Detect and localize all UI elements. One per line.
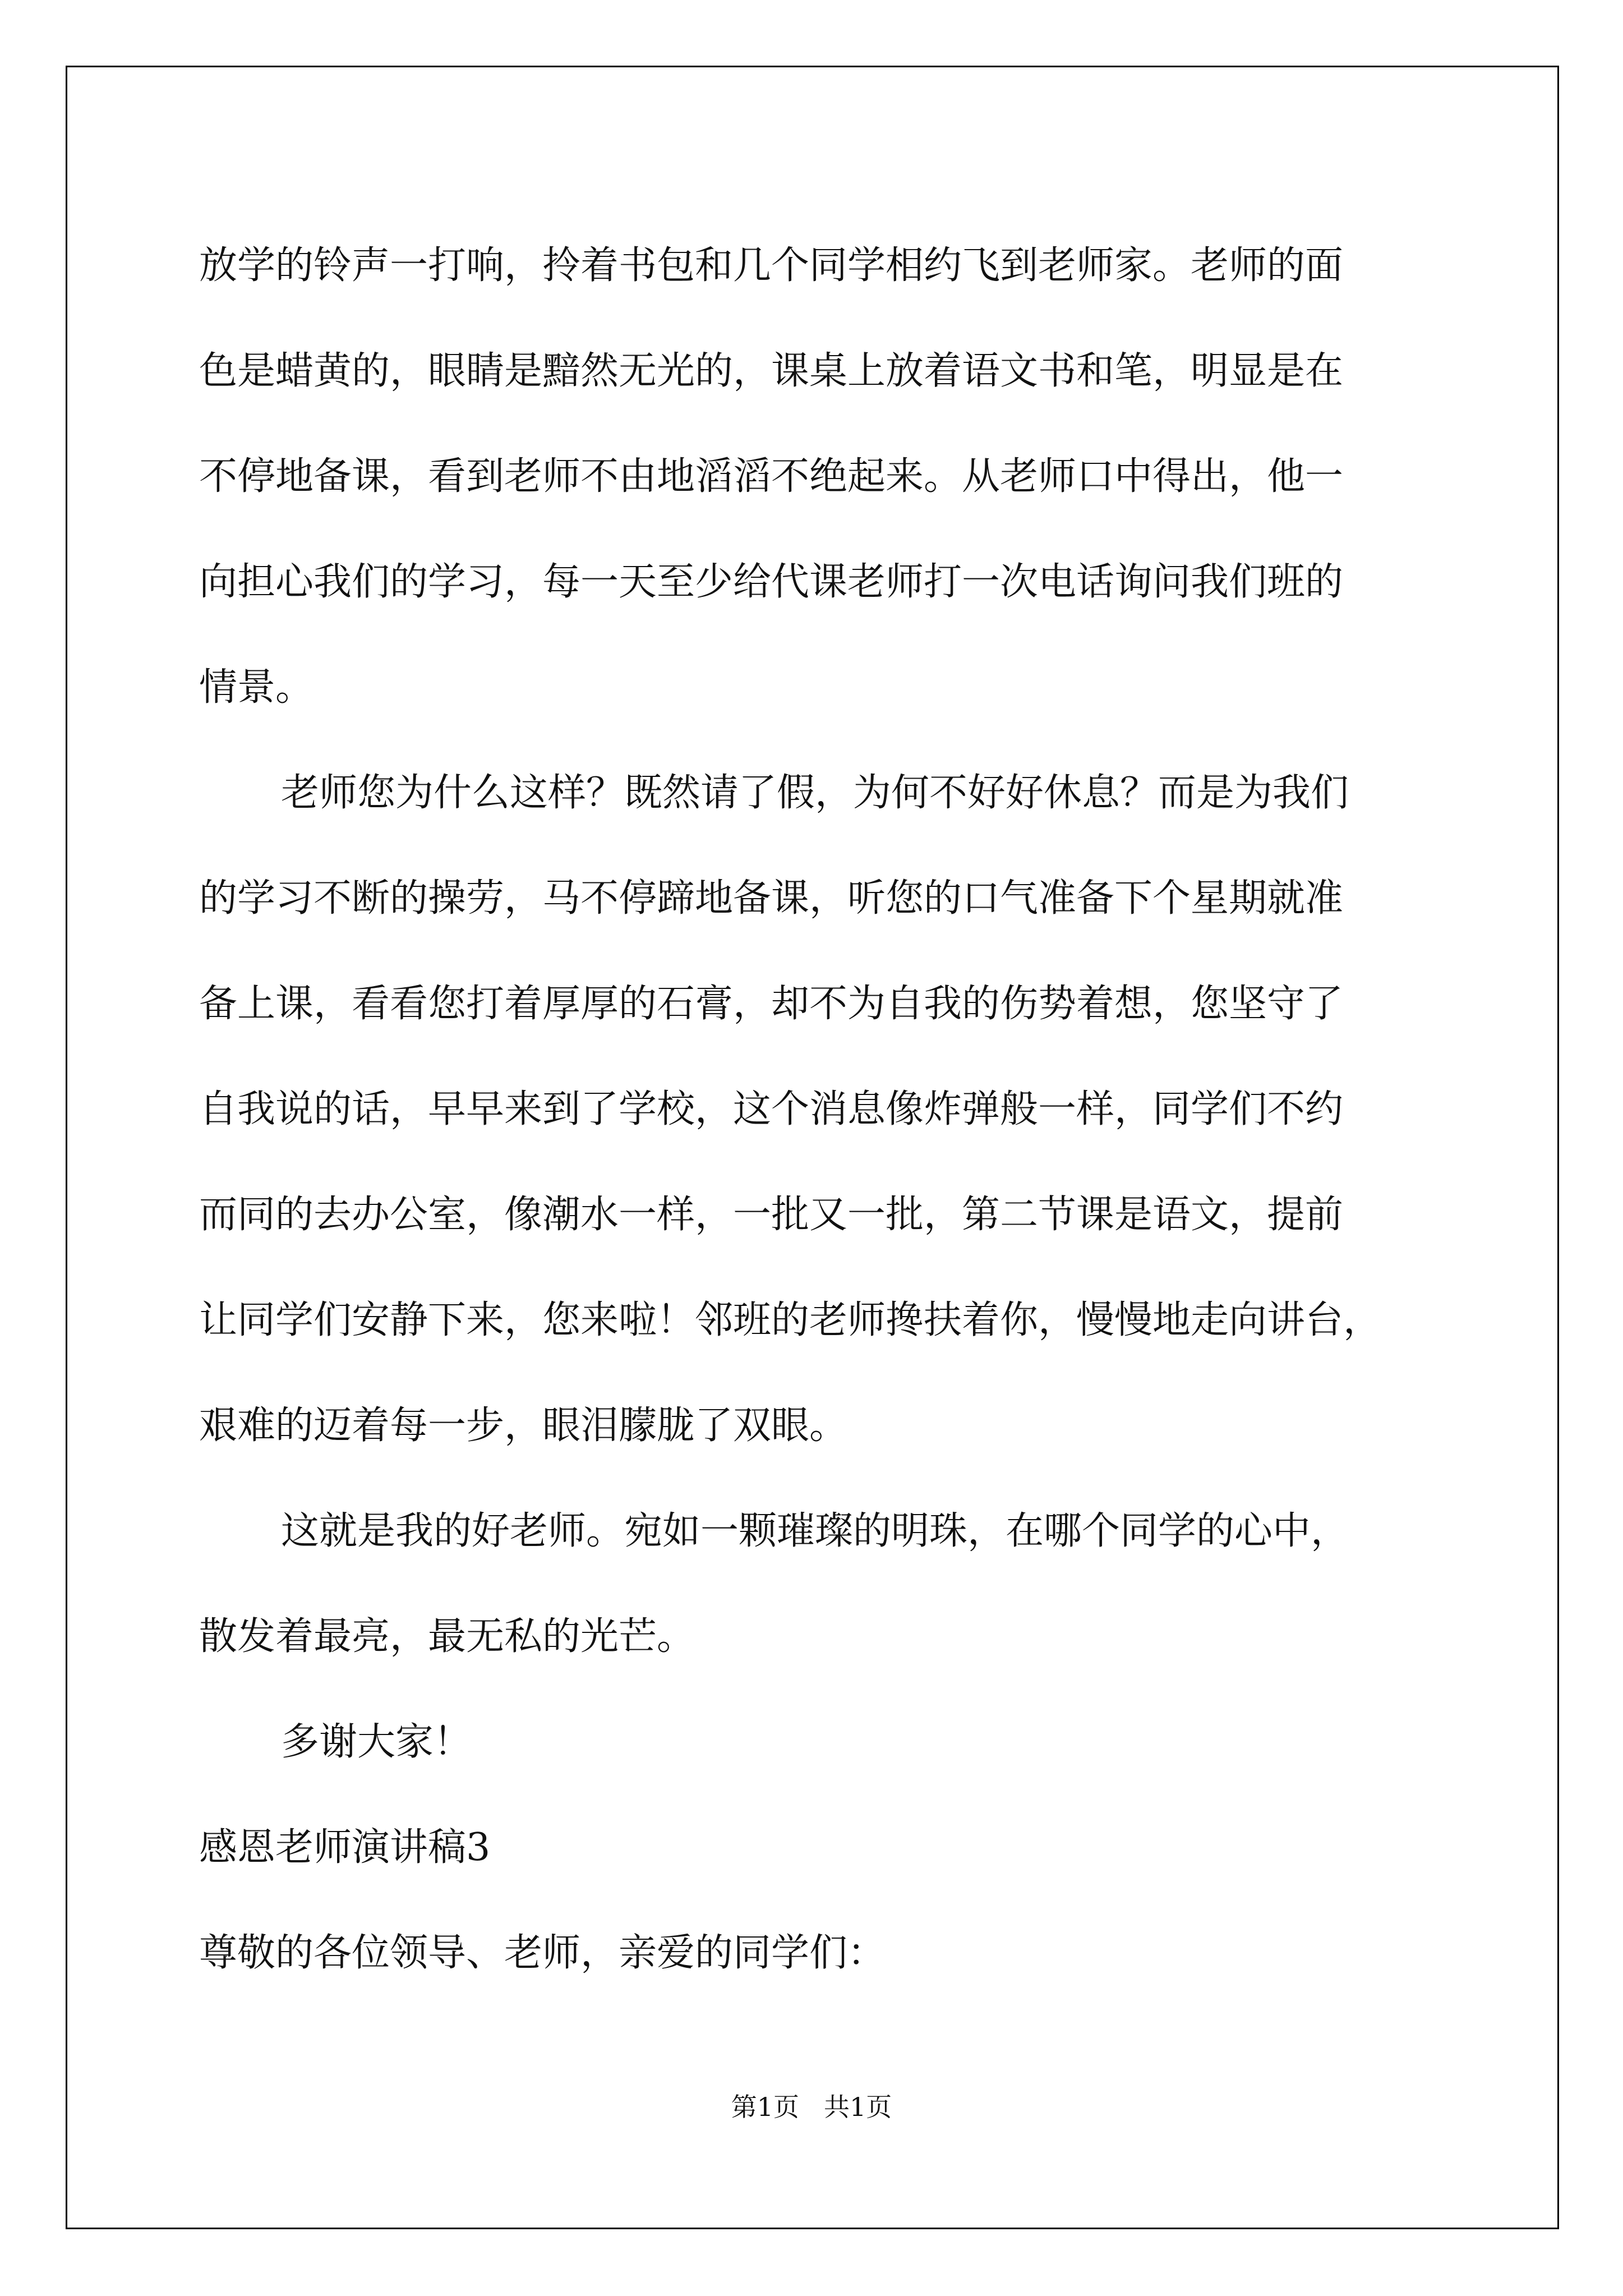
page-total: 共1页 bbox=[823, 2092, 892, 2122]
text-line: 向担心我们的学习，每一天至少给代课老师打一次电话询问我们班的 bbox=[199, 560, 1344, 604]
text-line: 艰难的迈着每一步，眼泪朦胧了双眼。 bbox=[199, 1404, 848, 1448]
page-number: 第1页 bbox=[731, 2092, 800, 2122]
text-line: 而同的去办公室，像潮水一样，一批又一批，第二节课是语文，提前 bbox=[199, 1193, 1344, 1237]
text-line: 放学的铃声一打响，拎着书包和几个同学相约飞到老师家。老师的面 bbox=[199, 243, 1344, 288]
text-line: 色是蜡黄的，眼睛是黯然无光的，课桌上放着语文书和笔，明显是在 bbox=[199, 349, 1344, 393]
text-line: 不停地备课，看到老师不由地滔滔不绝起来。从老师口中得出，他一 bbox=[199, 454, 1344, 499]
text-line: 备上课，看看您打着厚厚的石膏，却不为自我的伤势着想，您坚守了 bbox=[199, 982, 1344, 1026]
paragraph-start-line: 老师您为什么这样？既然请了假，为何不好好休息？而是为我们 bbox=[281, 771, 1349, 815]
text-line: 散发着最亮，最无私的光芒。 bbox=[199, 1614, 695, 1659]
paragraph-start-line: 这就是我的好老师。宛如一颗璀璨的明珠，在哪个同学的心中， bbox=[281, 1509, 1349, 1553]
page-footer bbox=[0, 2087, 1623, 2124]
salutation-line: 尊敬的各位领导、老师，亲爱的同学们： bbox=[199, 1931, 886, 1975]
section-title: 感恩老师演讲稿3 bbox=[199, 1825, 491, 1870]
document-body bbox=[199, 213, 1478, 2006]
text-line: 的学习不断的操劳，马不停蹄地备课，听您的口气准备下个星期就准 bbox=[199, 876, 1344, 921]
text-line: 让同学们安静下来，您来啦！邻班的老师搀扶着你，慢慢地走向讲台， bbox=[199, 1298, 1382, 1342]
text-line: 自我说的话，早早来到了学校，这个消息像炸弹般一样，同学们不约 bbox=[199, 1087, 1344, 1131]
closing-line: 多谢大家！ bbox=[281, 1720, 472, 1764]
text-line: 情景。 bbox=[199, 665, 314, 710]
